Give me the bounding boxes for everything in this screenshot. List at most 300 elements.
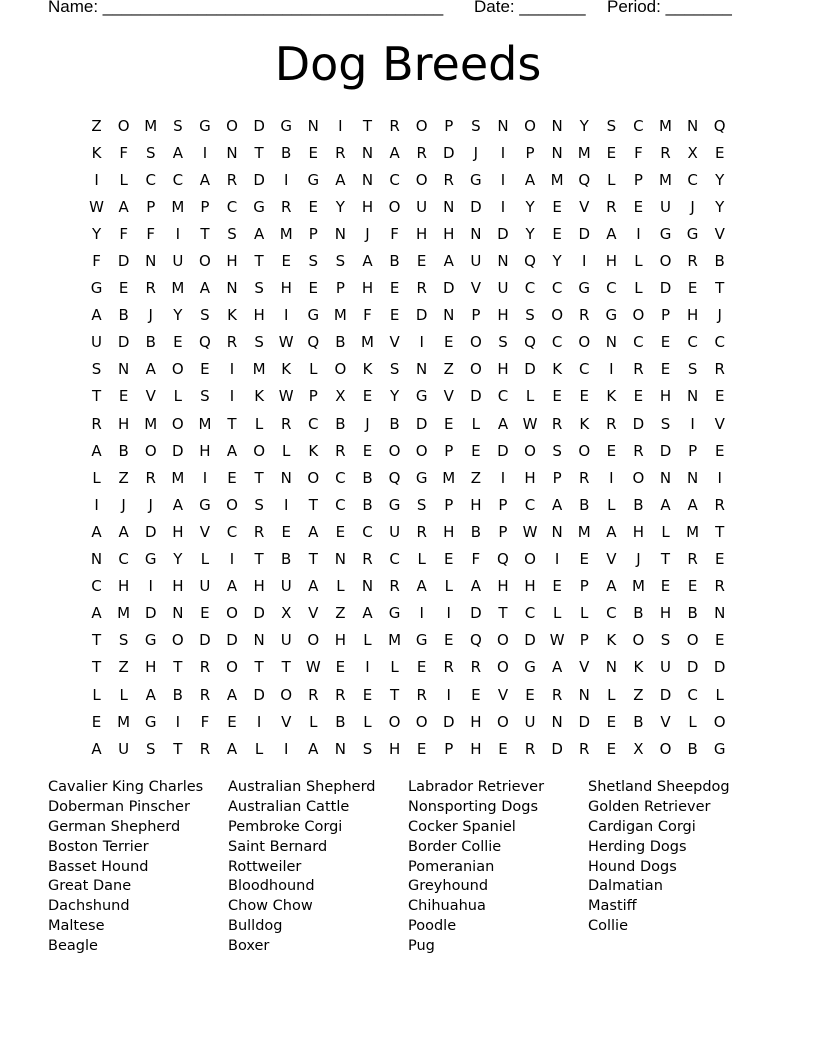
grid-letter[interactable]: I <box>338 116 343 135</box>
grid-letter[interactable]: K <box>254 387 265 406</box>
grid-letter[interactable]: G <box>307 306 320 325</box>
grid-letter[interactable]: I <box>283 306 289 325</box>
grid-letter[interactable]: Y <box>715 170 725 189</box>
grid-letter[interactable]: Q <box>524 252 536 271</box>
grid-letter[interactable]: C <box>389 170 400 189</box>
grid-letter[interactable]: Q <box>713 116 726 135</box>
grid-letter[interactable]: K <box>308 441 319 460</box>
grid-letter[interactable]: M <box>117 712 131 731</box>
grid-letter[interactable]: E <box>200 360 210 379</box>
grid-letter[interactable]: C <box>524 604 536 623</box>
grid-letter[interactable]: O <box>578 333 591 352</box>
grid-letter[interactable]: S <box>687 360 698 379</box>
grid-letter[interactable]: O <box>388 712 401 731</box>
grid-letter[interactable]: L <box>715 685 724 704</box>
grid-letter[interactable]: O <box>334 360 347 379</box>
grid-letter[interactable]: R <box>199 739 211 758</box>
grid-letter[interactable]: I <box>717 468 722 487</box>
grid-letter[interactable]: B <box>362 495 373 514</box>
grid-letter[interactable]: D <box>632 414 645 433</box>
grid-letter[interactable]: C <box>606 604 617 623</box>
grid-letter[interactable]: T <box>254 550 264 569</box>
grid-letter[interactable]: N <box>714 604 726 623</box>
grid-letter[interactable]: A <box>91 306 102 325</box>
grid-letter[interactable]: H <box>497 577 509 596</box>
grid-letter[interactable]: A <box>226 739 238 758</box>
grid-letter[interactable]: S <box>660 414 671 433</box>
grid-letter[interactable]: H <box>470 739 482 758</box>
grid-letter[interactable]: V <box>308 604 319 623</box>
grid-letter[interactable]: N <box>416 360 428 379</box>
grid-letter[interactable]: S <box>552 441 562 460</box>
grid-letter[interactable]: H <box>172 577 184 596</box>
grid-letter[interactable]: R <box>416 685 427 704</box>
grid-letter[interactable]: N <box>470 224 482 243</box>
grid-letter[interactable]: E <box>498 739 508 758</box>
grid-letter[interactable]: E <box>281 252 291 271</box>
grid-letter[interactable]: Z <box>633 685 644 704</box>
grid-letter[interactable]: X <box>687 143 698 162</box>
grid-letter[interactable]: Y <box>525 224 535 243</box>
grid-letter[interactable]: M <box>171 279 185 298</box>
grid-letter[interactable]: G <box>524 658 536 677</box>
grid-letter[interactable]: C <box>687 685 698 704</box>
grid-letter[interactable]: U <box>497 279 509 298</box>
grid-letter[interactable]: Q <box>524 333 536 352</box>
grid-letter[interactable]: W <box>278 333 294 352</box>
grid-letter[interactable]: L <box>607 685 616 704</box>
grid-letter[interactable]: H <box>443 224 455 243</box>
grid-letter[interactable]: N <box>90 550 103 569</box>
grid-letter[interactable]: G <box>415 631 428 650</box>
grid-letter[interactable]: I <box>690 414 695 433</box>
grid-letter[interactable]: S <box>416 495 427 514</box>
grid-letter[interactable]: D <box>415 414 428 433</box>
grid-letter[interactable]: C <box>226 522 238 541</box>
grid-letter[interactable]: K <box>579 414 590 433</box>
grid-letter[interactable]: N <box>578 685 590 704</box>
grid-letter[interactable]: J <box>473 143 479 162</box>
grid-letter[interactable]: B <box>172 685 183 704</box>
grid-letter[interactable]: K <box>227 306 237 325</box>
grid-letter[interactable]: J <box>148 495 153 514</box>
grid-letter[interactable]: I <box>202 143 208 162</box>
grid-letter[interactable]: P <box>200 197 210 216</box>
grid-letter[interactable]: N <box>686 116 699 135</box>
grid-letter[interactable]: E <box>444 333 454 352</box>
grid-letter[interactable]: D <box>117 252 130 271</box>
grid-letter[interactable]: R <box>524 739 536 758</box>
grid-letter[interactable]: O <box>307 468 320 487</box>
grid-letter[interactable]: A <box>389 143 400 162</box>
grid-letter[interactable]: I <box>609 360 614 379</box>
grid-letter[interactable]: L <box>634 252 643 271</box>
grid-letter[interactable]: R <box>443 170 454 189</box>
grid-letter[interactable]: G <box>605 306 618 325</box>
grid-letter[interactable]: H <box>524 577 536 596</box>
grid-letter[interactable]: O <box>171 631 184 650</box>
grid-letter[interactable]: W <box>89 197 104 216</box>
grid-letter[interactable]: O <box>659 252 672 271</box>
grid-letter[interactable]: N <box>334 224 346 243</box>
grid-letter[interactable]: F <box>146 224 156 243</box>
grid-letter[interactable]: A <box>199 279 211 298</box>
grid-letter[interactable]: I <box>148 577 153 596</box>
grid-letter[interactable]: Z <box>470 468 481 487</box>
grid-letter[interactable]: B <box>389 414 400 433</box>
grid-letter[interactable]: E <box>687 279 698 298</box>
grid-letter[interactable]: E <box>714 441 725 460</box>
grid-letter[interactable]: N <box>659 468 672 487</box>
grid-letter[interactable]: U <box>280 577 292 596</box>
grid-letter[interactable]: W <box>549 631 565 650</box>
grid-letter[interactable]: R <box>91 414 102 433</box>
grid-letter[interactable]: C <box>389 550 400 569</box>
grid-letter[interactable]: D <box>659 279 672 298</box>
grid-letter[interactable]: B <box>633 604 644 623</box>
grid-letter[interactable]: S <box>498 333 508 352</box>
grid-letter[interactable]: D <box>470 197 482 216</box>
grid-letter[interactable]: O <box>415 170 428 189</box>
grid-letter[interactable]: A <box>226 577 238 596</box>
grid-letter[interactable]: Y <box>715 197 725 216</box>
grid-letter[interactable]: S <box>525 306 535 325</box>
grid-letter[interactable]: F <box>119 143 128 162</box>
grid-letter[interactable]: M <box>388 631 402 650</box>
grid-letter[interactable]: Q <box>469 631 482 650</box>
grid-letter[interactable]: M <box>577 522 591 541</box>
grid-letter[interactable]: A <box>335 170 346 189</box>
grid-letter[interactable]: D <box>470 387 482 406</box>
grid-letter[interactable]: R <box>226 170 238 189</box>
grid-letter[interactable]: M <box>117 604 131 623</box>
grid-letter[interactable]: S <box>606 116 617 135</box>
grid-letter[interactable]: E <box>606 441 617 460</box>
grid-letter[interactable]: W <box>522 522 538 541</box>
grid-letter[interactable]: D <box>686 658 699 677</box>
grid-letter[interactable]: F <box>119 224 128 243</box>
grid-letter[interactable]: H <box>361 197 374 216</box>
grid-letter[interactable]: S <box>254 333 264 352</box>
grid-letter[interactable]: O <box>144 441 157 460</box>
grid-letter[interactable]: E <box>579 550 589 569</box>
grid-letter[interactable]: F <box>200 712 210 731</box>
grid-letter[interactable]: U <box>470 252 482 271</box>
grid-letter[interactable]: N <box>686 468 699 487</box>
grid-letter[interactable]: D <box>253 685 265 704</box>
grid-letter[interactable]: R <box>579 306 590 325</box>
grid-letter[interactable]: O <box>226 116 238 135</box>
grid-letter[interactable]: G <box>686 224 699 243</box>
grid-letter[interactable]: L <box>254 414 264 433</box>
grid-letter[interactable]: E <box>552 577 562 596</box>
grid-letter[interactable]: A <box>145 360 156 379</box>
grid-letter[interactable]: Z <box>443 360 454 379</box>
grid-letter[interactable]: M <box>442 468 456 487</box>
grid-letter[interactable]: B <box>281 143 292 162</box>
grid-letter[interactable]: S <box>118 631 129 650</box>
grid-letter[interactable]: L <box>119 685 128 704</box>
grid-letter[interactable]: I <box>94 170 99 189</box>
grid-letter[interactable]: Z <box>91 116 102 135</box>
grid-letter[interactable]: V <box>714 224 725 243</box>
grid-letter[interactable]: V <box>389 333 400 352</box>
grid-letter[interactable]: C <box>118 550 129 569</box>
grid-letter[interactable]: N <box>605 658 617 677</box>
grid-letter[interactable]: F <box>92 252 101 271</box>
grid-letter[interactable]: I <box>229 360 235 379</box>
grid-letter[interactable]: H <box>145 658 157 677</box>
grid-letter[interactable]: E <box>308 143 319 162</box>
grid-letter[interactable]: E <box>525 685 535 704</box>
grid-letter[interactable]: E <box>606 739 617 758</box>
grid-letter[interactable]: A <box>308 522 319 541</box>
grid-letter[interactable]: C <box>633 333 644 352</box>
grid-letter[interactable]: R <box>280 414 292 433</box>
grid-letter[interactable]: R <box>687 252 698 271</box>
grid-letter[interactable]: R <box>633 360 644 379</box>
grid-letter[interactable]: E <box>389 279 400 298</box>
grid-letter[interactable]: L <box>661 522 670 541</box>
grid-letter[interactable]: V <box>579 658 590 677</box>
grid-letter[interactable]: I <box>365 658 370 677</box>
grid-letter[interactable]: J <box>636 550 641 569</box>
grid-letter[interactable]: A <box>308 577 319 596</box>
grid-letter[interactable]: E <box>714 550 725 569</box>
grid-letter[interactable]: K <box>606 631 617 650</box>
grid-letter[interactable]: T <box>91 387 102 406</box>
grid-letter[interactable]: N <box>361 170 374 189</box>
grid-letter[interactable]: I <box>229 550 235 569</box>
grid-letter[interactable]: O <box>388 197 401 216</box>
grid-letter[interactable]: S <box>227 224 237 243</box>
grid-letter[interactable]: E <box>579 387 589 406</box>
grid-letter[interactable]: E <box>416 658 427 677</box>
grid-letter[interactable]: Z <box>335 604 346 623</box>
grid-letter[interactable]: K <box>91 143 102 162</box>
grid-letter[interactable]: C <box>551 279 563 298</box>
grid-letter[interactable]: U <box>660 658 671 677</box>
grid-letter[interactable]: D <box>253 170 265 189</box>
grid-letter[interactable]: T <box>91 631 102 650</box>
grid-letter[interactable]: U <box>280 631 292 650</box>
grid-letter[interactable]: C <box>362 522 373 541</box>
grid-letter[interactable]: N <box>551 712 563 731</box>
grid-letter[interactable]: O <box>280 685 293 704</box>
grid-letter[interactable]: M <box>631 577 645 596</box>
grid-letter[interactable]: L <box>173 387 182 406</box>
grid-letter[interactable]: Q <box>497 550 509 569</box>
grid-letter[interactable]: D <box>497 441 509 460</box>
grid-letter[interactable]: E <box>714 387 725 406</box>
grid-letter[interactable]: N <box>334 550 346 569</box>
grid-letter[interactable]: S <box>471 116 481 135</box>
grid-letter[interactable]: L <box>580 604 589 623</box>
grid-letter[interactable]: U <box>172 252 184 271</box>
grid-letter[interactable]: Q <box>578 170 591 189</box>
grid-letter[interactable]: A <box>118 522 129 541</box>
grid-letter[interactable]: R <box>416 522 427 541</box>
grid-letter[interactable]: T <box>200 224 210 243</box>
grid-letter[interactable]: R <box>714 495 725 514</box>
grid-letter[interactable]: E <box>444 550 454 569</box>
grid-letter[interactable]: P <box>498 495 508 514</box>
grid-letter[interactable]: O <box>469 333 482 352</box>
grid-letter[interactable]: L <box>688 712 697 731</box>
grid-letter[interactable]: H <box>361 279 374 298</box>
grid-letter[interactable]: G <box>470 170 482 189</box>
grid-letter[interactable]: A <box>552 495 563 514</box>
grid-letter[interactable]: Y <box>552 252 562 271</box>
grid-letter[interactable]: O <box>524 550 536 569</box>
grid-letter[interactable]: T <box>254 252 264 271</box>
grid-letter[interactable]: N <box>334 739 346 758</box>
grid-letter[interactable]: E <box>416 252 427 271</box>
grid-letter[interactable]: T <box>498 604 508 623</box>
grid-letter[interactable]: S <box>254 495 264 514</box>
grid-letter[interactable]: P <box>444 441 454 460</box>
grid-letter[interactable]: I <box>636 224 641 243</box>
grid-letter[interactable]: A <box>226 441 238 460</box>
grid-letter[interactable]: R <box>687 550 698 569</box>
grid-letter[interactable]: A <box>172 495 183 514</box>
grid-letter[interactable]: B <box>687 739 698 758</box>
grid-letter[interactable]: H <box>199 441 211 460</box>
grid-letter[interactable]: A <box>91 522 102 541</box>
grid-letter[interactable]: S <box>145 739 156 758</box>
grid-letter[interactable]: C <box>497 387 509 406</box>
grid-letter[interactable]: O <box>415 441 428 460</box>
grid-letter[interactable]: T <box>308 550 318 569</box>
grid-letter[interactable]: S <box>91 360 102 379</box>
grid-letter[interactable]: D <box>524 631 536 650</box>
grid-letter[interactable]: D <box>713 658 726 677</box>
grid-letter[interactable]: G <box>199 495 211 514</box>
grid-letter[interactable]: O <box>171 360 184 379</box>
grid-letter[interactable]: C <box>578 360 590 379</box>
grid-letter[interactable]: O <box>686 631 699 650</box>
grid-letter[interactable]: C <box>633 116 644 135</box>
grid-letter[interactable]: B <box>633 495 644 514</box>
grid-letter[interactable]: E <box>633 387 644 406</box>
grid-letter[interactable]: P <box>308 387 318 406</box>
grid-letter[interactable]: N <box>443 197 455 216</box>
grid-letter[interactable]: D <box>551 739 563 758</box>
grid-letter[interactable]: O <box>469 360 482 379</box>
grid-letter[interactable]: B <box>145 333 156 352</box>
grid-letter[interactable]: E <box>606 712 617 731</box>
grid-letter[interactable]: O <box>226 658 238 677</box>
grid-letter[interactable]: V <box>145 387 156 406</box>
grid-letter[interactable]: A <box>497 414 509 433</box>
grid-letter[interactable]: T <box>715 522 725 541</box>
grid-letter[interactable]: R <box>145 468 156 487</box>
grid-letter[interactable]: N <box>172 604 184 623</box>
grid-letter[interactable]: G <box>415 387 428 406</box>
grid-letter[interactable]: K <box>281 360 292 379</box>
grid-letter[interactable]: R <box>389 116 400 135</box>
grid-letter[interactable]: S <box>173 116 183 135</box>
grid-letter[interactable]: E <box>552 197 562 216</box>
grid-letter[interactable]: B <box>335 333 346 352</box>
grid-letter[interactable]: D <box>497 224 509 243</box>
grid-letter[interactable]: G <box>415 468 428 487</box>
grid-letter[interactable]: R <box>660 143 671 162</box>
grid-letter[interactable]: W <box>278 387 294 406</box>
grid-letter[interactable]: D <box>659 685 672 704</box>
grid-letter[interactable]: G <box>713 739 726 758</box>
grid-letter[interactable]: A <box>226 685 238 704</box>
grid-letter[interactable]: P <box>444 495 454 514</box>
grid-letter[interactable]: O <box>632 631 645 650</box>
grid-letter[interactable]: A <box>172 143 183 162</box>
grid-letter[interactable]: W <box>522 414 538 433</box>
grid-letter[interactable]: L <box>552 604 562 623</box>
grid-letter[interactable]: D <box>524 360 536 379</box>
grid-letter[interactable]: R <box>199 658 211 677</box>
grid-letter[interactable]: A <box>91 441 102 460</box>
grid-letter[interactable]: B <box>470 522 481 541</box>
grid-letter[interactable]: A <box>606 522 617 541</box>
grid-letter[interactable]: R <box>551 685 563 704</box>
grid-letter[interactable]: Z <box>118 468 129 487</box>
grid-letter[interactable]: I <box>283 739 289 758</box>
grid-letter[interactable]: O <box>171 414 184 433</box>
grid-letter[interactable]: M <box>171 197 185 216</box>
grid-letter[interactable]: B <box>118 306 129 325</box>
grid-letter[interactable]: H <box>659 387 672 406</box>
grid-letter[interactable]: P <box>498 522 508 541</box>
grid-letter[interactable]: O <box>497 631 509 650</box>
grid-letter[interactable]: Z <box>118 658 129 677</box>
grid-letter[interactable]: E <box>444 414 454 433</box>
grid-letter[interactable]: H <box>605 252 617 271</box>
grid-letter[interactable]: L <box>254 739 264 758</box>
grid-letter[interactable]: M <box>333 306 347 325</box>
grid-letter[interactable]: A <box>606 577 617 596</box>
grid-letter[interactable]: C <box>524 495 536 514</box>
grid-letter[interactable]: E <box>660 360 671 379</box>
grid-letter[interactable]: Q <box>199 333 211 352</box>
grid-letter[interactable]: R <box>335 685 346 704</box>
grid-letter[interactable]: R <box>389 577 400 596</box>
grid-letter[interactable]: R <box>416 143 427 162</box>
grid-letter[interactable]: N <box>443 306 455 325</box>
grid-letter[interactable]: F <box>634 143 643 162</box>
grid-letter[interactable]: J <box>148 306 153 325</box>
grid-letter[interactable]: S <box>335 252 346 271</box>
grid-letter[interactable]: B <box>281 550 292 569</box>
grid-letter[interactable]: L <box>525 387 535 406</box>
grid-letter[interactable]: Y <box>335 197 345 216</box>
grid-letter[interactable]: R <box>199 685 211 704</box>
grid-letter[interactable]: S <box>200 387 210 406</box>
grid-letter[interactable]: K <box>362 360 373 379</box>
grid-letter[interactable]: C <box>226 197 238 216</box>
grid-letter[interactable]: J <box>121 495 126 514</box>
grid-letter[interactable]: O <box>253 441 266 460</box>
grid-letter[interactable]: K <box>633 658 644 677</box>
grid-letter[interactable]: H <box>497 360 509 379</box>
grid-letter[interactable]: I <box>609 468 614 487</box>
grid-letter[interactable]: B <box>362 468 373 487</box>
grid-letter[interactable]: E <box>471 441 481 460</box>
grid-letter[interactable]: L <box>119 170 128 189</box>
grid-letter[interactable]: L <box>607 495 616 514</box>
grid-letter[interactable]: I <box>500 170 506 189</box>
grid-letter[interactable]: Y <box>91 224 102 243</box>
grid-letter[interactable]: A <box>362 252 373 271</box>
